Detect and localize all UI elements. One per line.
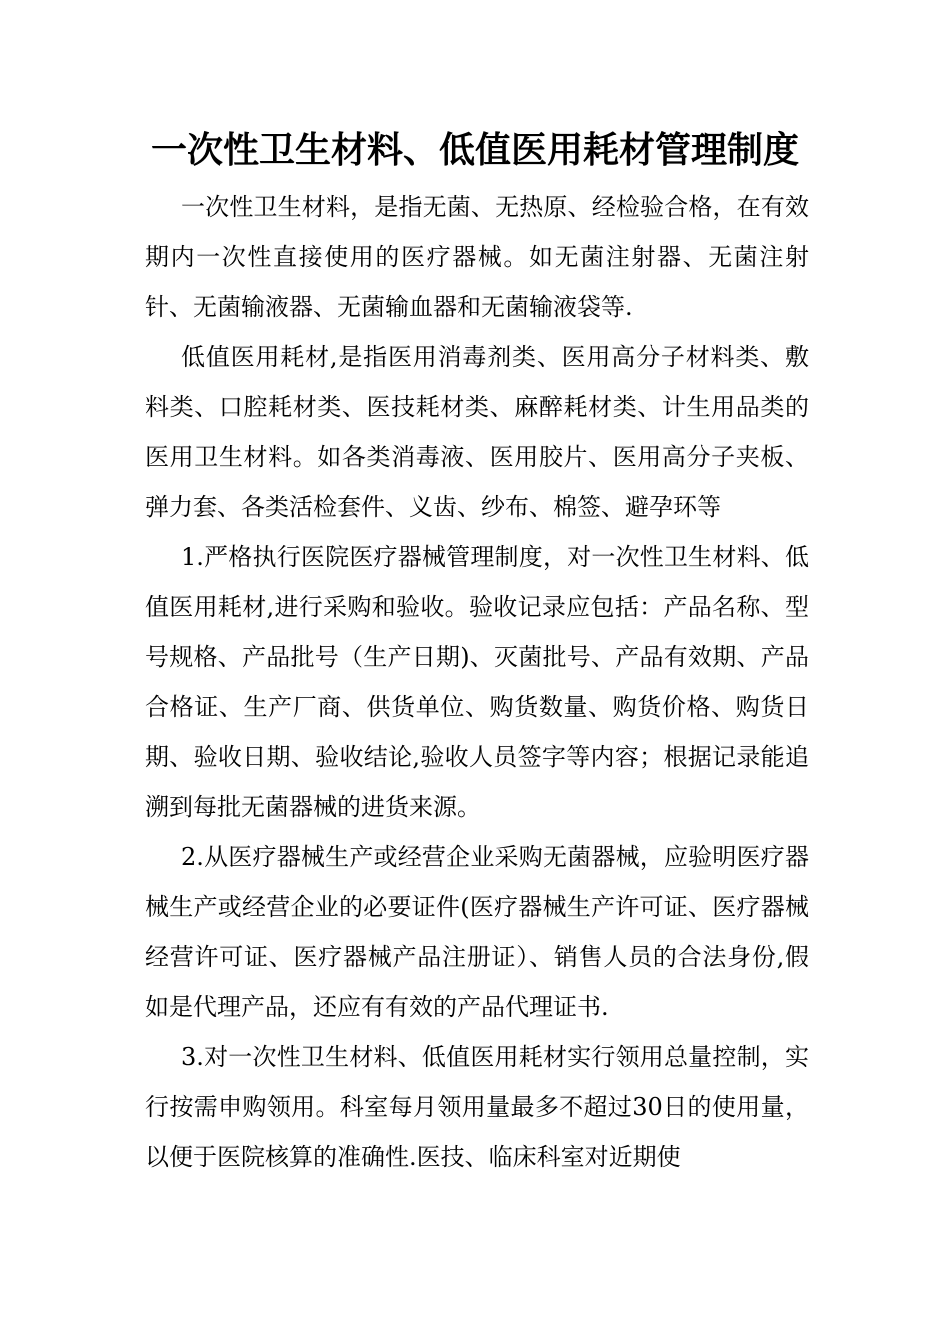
paragraph-disposable-definition: 一次性卫生材料，是指无菌、无热原、经检验合格，在有效期内一次性直接使用的医疗器械。如无菌注射器、无菌注射针、无菌输液器、无菌输血器和无菌输液袋等. [145,193,809,321]
document-title: 一次性卫生材料、低值医用耗材管理制度 [150,129,799,171]
paragraph-rule-1: 1.严格执行医院医疗器械管理制度，对一次性卫生材料、低值医用耗材,进行采购和验收。验收记录应包括：产品名称、型号规格、产品批号（生产日期)、灭菌批号、产品有效期、产品合格证、生产厂商、供货单位、购货数量、购货价格、购货日期、验收日期、验收结论,验收人员签字等内容；根据记录能追溯到每批无菌器械的进货来源。 [145,543,809,821]
paragraph-rule-2: 2.从医疗器械生产或经营企业采购无菌器械，应验明医疗器械生产或经营企业的必要证件(医疗器械生产许可证、医疗器械经营许可证、医疗器械产品注册证）、销售人员的合法身份,假如是代理产品，还应有有效的产品代理证书. [145,843,809,1021]
document-body [145,182,809,1182]
paragraph-rule-3: 3.对一次性卫生材料、低值医用耗材实行领用总量控制，实行按需申购领用。科室每月领用量最多不超过30日的使用量，以便于医院核算的准确性.医技、临床科室对近期使 [145,1043,809,1171]
paragraph-low-value-definition: 低值医用耗材,是指医用消毒剂类、医用高分子材料类、敷料类、口腔耗材类、医技耗材类、麻醉耗材类、计生用品类的医用卫生材料。如各类消毒液、医用胶片、医用高分子夹板、弹力套、各类活检套件、义齿、纱布、棉签、避孕环等 [145,343,809,521]
